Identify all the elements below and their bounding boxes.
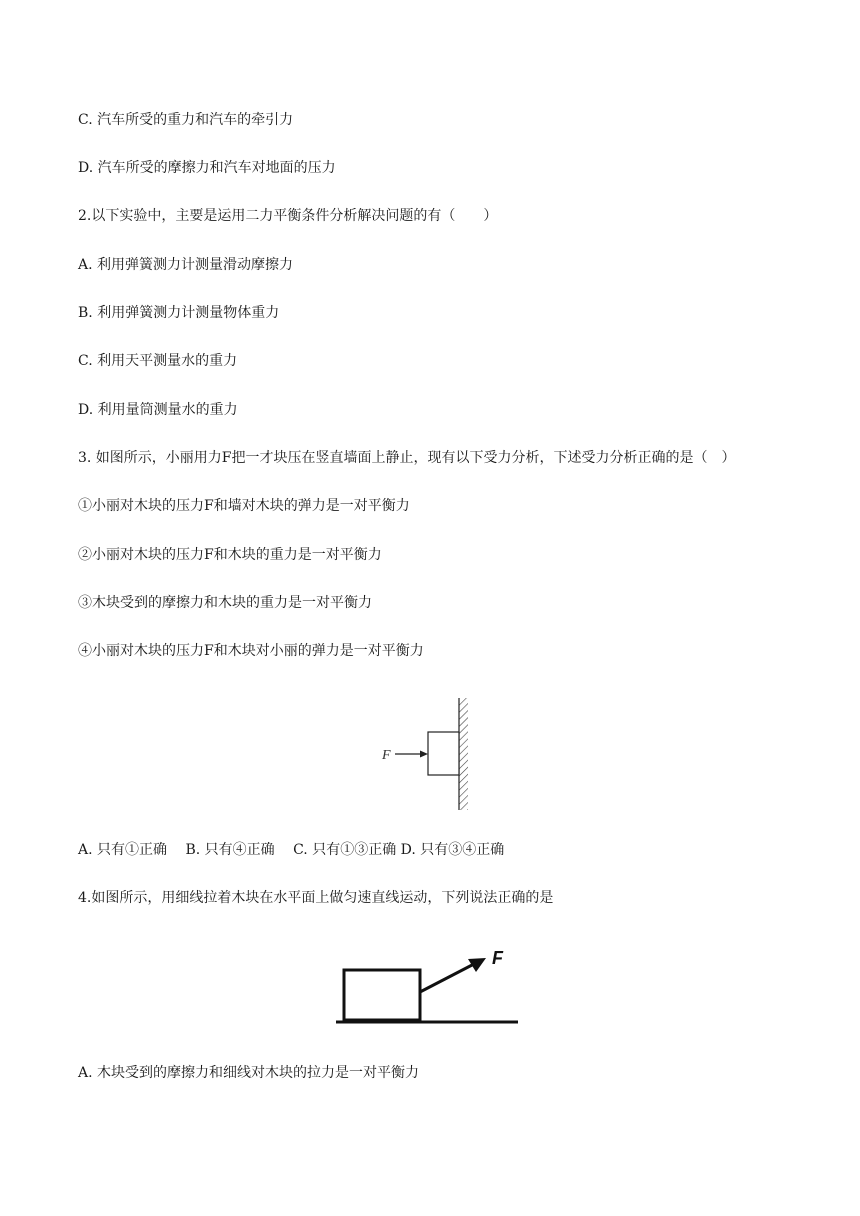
force-label: F <box>492 948 503 968</box>
q2-option-a: A. 利用弹簧测力计测量滑动摩擦力 <box>78 257 294 273</box>
q3-item-3: ③木块受到的摩擦力和木块的重力是一对平衡力 <box>78 595 372 611</box>
q4-option-a: A. 木块受到的摩擦力和细线对木块的拉力是一对平衡力 <box>78 1065 420 1081</box>
force-arrowhead <box>420 751 428 758</box>
q2-stem: 2.以下实验中，主要是运用二力平衡条件分析解决问题的有（ ） <box>78 208 498 224</box>
q3-item-2: ②小丽对木块的压力F和木块的重力是一对平衡力 <box>78 547 382 563</box>
q2-option-b: B. 利用弹簧测力计测量物体重力 <box>78 305 280 321</box>
wall-hatch <box>459 698 468 810</box>
block <box>344 970 420 1020</box>
q3-figure <box>378 694 498 814</box>
q1-option-d: D. 汽车所受的摩擦力和汽车对地面的压力 <box>78 160 336 176</box>
q4-stem: 4.如图所示，用细线拉着木块在水平面上做匀速直线运动，下列说法正确的是 <box>78 890 554 906</box>
q3-item-1: ①小丽对木块的压力F和墙对木块的弹力是一对平衡力 <box>78 498 410 514</box>
string-arrow-shaft <box>420 964 474 992</box>
block <box>428 732 459 775</box>
q2-option-d: D. 利用量筒测量水的重力 <box>78 402 238 418</box>
q3-stem: 3. 如图所示，小丽用力F把一才块压在竖直墙面上静止，现有以下受力分析，下述受力分析正确的是（ ） <box>78 450 736 466</box>
q3-options: A. 只有①正确 B. 只有④正确 C. 只有①③正确 D. 只有③④正确 <box>78 842 505 858</box>
q4-figure <box>334 942 524 1027</box>
q2-option-c: C. 利用天平测量水的重力 <box>78 353 238 369</box>
force-label: F <box>382 748 391 763</box>
q1-option-c: C. 汽车所受的重力和汽车的牵引力 <box>78 112 294 128</box>
q3-item-4: ④小丽对木块的压力F和木块对小丽的弹力是一对平衡力 <box>78 643 424 659</box>
